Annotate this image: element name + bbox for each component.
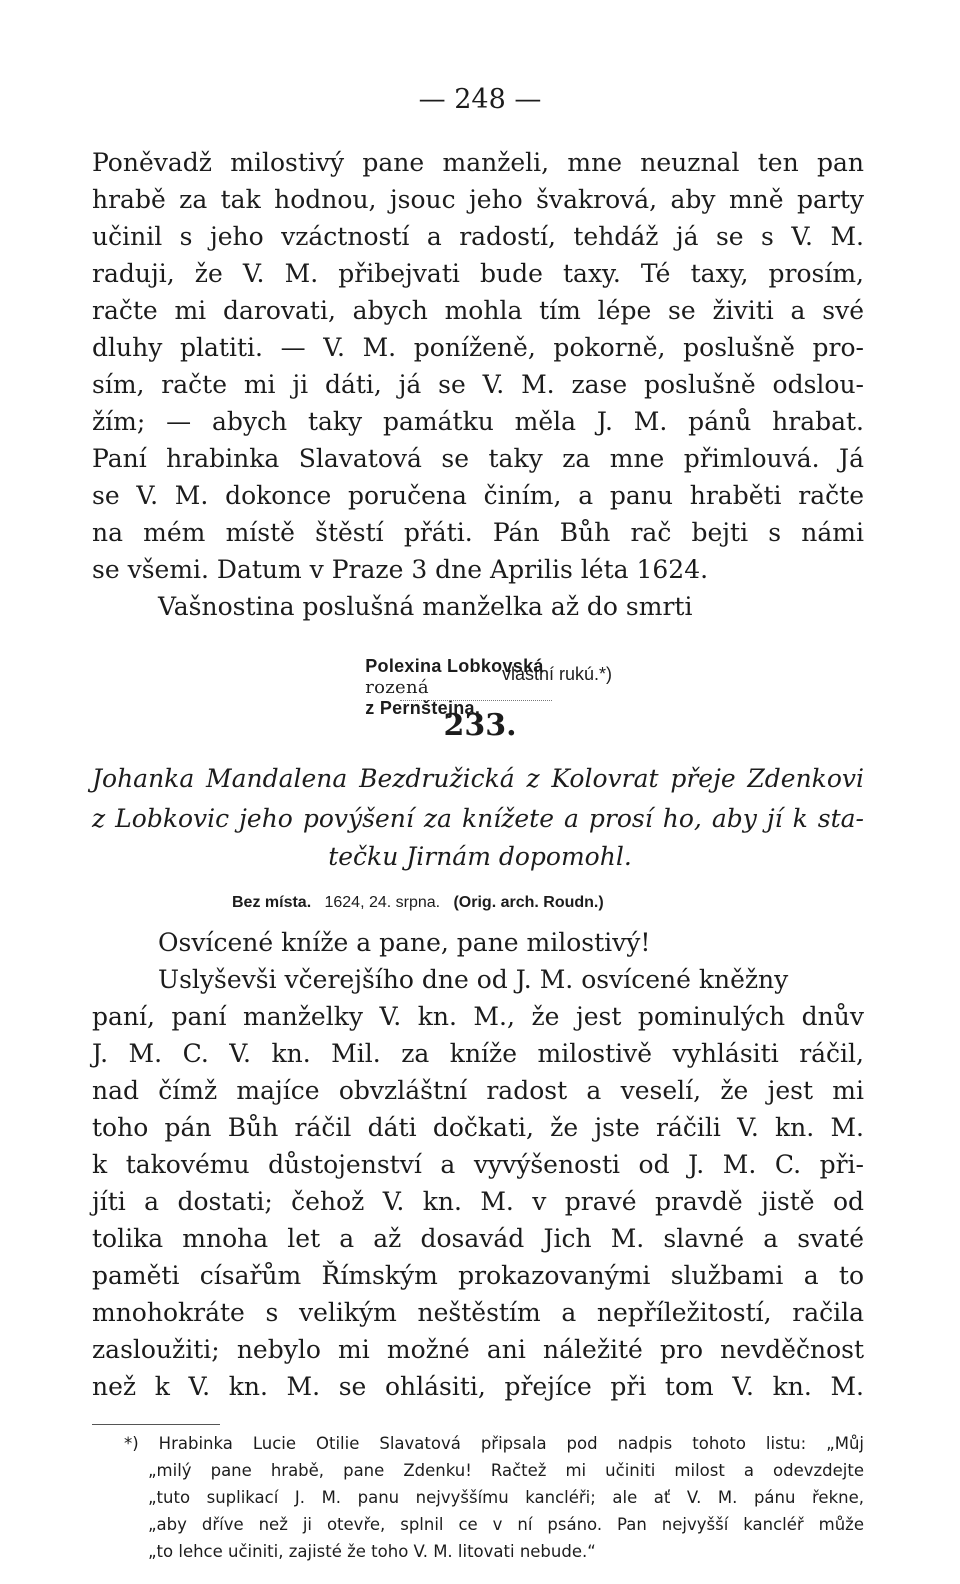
footnote-line: „aby dříve než ji otevře, splnil ce v ní psáno. Pan nejvyšší kancléř může xyxy=(148,1515,864,1534)
text-line: hrabě za tak hodnou, jsouc jeho švakrová, aby mně party xyxy=(92,185,864,214)
heading-line: Johanka Mandalena Bezdružická z Kolovrat přeje Zdenkovi xyxy=(92,764,864,793)
text-line: zasloužiti; nebylo mi možné ani náležité pro nevděčnost xyxy=(92,1335,864,1364)
footnote-line: *) Hrabinka Lucie Otilie Slavatová připsala pod nadpis tohoto listu: „Můj xyxy=(124,1434,864,1453)
footnote-line: „tuto suplikací J. M. panu nejvyššímu kancléři; ale ať V. M. pánu řekne, xyxy=(148,1488,864,1507)
signature-note: vlastní rukú.*) xyxy=(502,664,613,684)
meta-date: 1624, 24. srpna. xyxy=(324,894,441,911)
heading-line: z Lobkovic jeho povýšení za knížete a prosí ho, aby jí k sta- xyxy=(92,804,864,833)
text-line: k takovému důstojenství a vyvýšenosti od J. M. C. při- xyxy=(92,1150,864,1179)
text-line: Uslyševši včerejšího dne od J. M. osvícené kněžny xyxy=(158,965,789,994)
document-meta xyxy=(232,894,604,912)
meta-source: (Orig. arch. Roudn.) xyxy=(453,894,604,911)
text-line: učinil s jeho vzáctností a radostí, tehdáž já se s V. M. xyxy=(92,222,864,251)
text-line: dluhy platiti. — V. M. poníženě, pokorně, poslušně pro- xyxy=(92,333,864,362)
page-number: — 248 — xyxy=(418,84,542,115)
meta-place: Bez místa. xyxy=(232,894,312,911)
signature-rozena: rozená xyxy=(365,677,429,698)
text-line: nad čímž majíce obvzláštní radost a veselí, že jest mi xyxy=(92,1076,864,1105)
signature-rest: z Pernštejna, xyxy=(365,698,481,718)
text-line: Poněvadž milostivý pane manželi, mne neuznal ten pan xyxy=(92,148,864,177)
text-line: račte mi darovati, abych mohla tím lépe se živiti a své xyxy=(92,296,864,325)
text-line: toho pán Bůh ráčil dáti dočkati, že jste ráčili V. kn. M. xyxy=(92,1113,864,1142)
closing-line: Vašnostina poslušná manželka až do smrti xyxy=(158,592,693,621)
text-line: se všemi. Datum v Praze 3 dne Aprilis léta 1624. xyxy=(92,555,709,584)
text-line: raduji, že V. M. přibejvati bude taxy. Té taxy, prosím, xyxy=(92,259,864,288)
footnote-rule xyxy=(92,1424,220,1425)
text-line: paměti císařům Římským prokazovanými službami a to xyxy=(92,1261,864,1290)
text-line: sím, račte mi ji dáti, já se V. M. zase poslušně odslou- xyxy=(92,370,864,399)
heading-line: tečku Jirnám dopomohl. xyxy=(328,842,632,871)
text-line: na mém místě štěstí přáti. Pán Bůh rač bejti s námi xyxy=(92,518,864,547)
text-line: Paní hrabinka Slavatová se taky za mne přimlouvá. Já xyxy=(92,444,864,473)
text-line: jíti a dostati; čehož V. kn. M. v pravé pravdě jistě od xyxy=(92,1187,864,1216)
text-line: než k V. kn. M. se ohlásiti, přejíce při tom V. kn. M. xyxy=(92,1372,864,1401)
text-line: paní, paní manželky V. kn. M., že jest pominulých dnův xyxy=(92,1002,864,1031)
separator-rule xyxy=(400,700,552,701)
salutation: Osvícené kníže a pane, pane milostivý! xyxy=(158,928,651,957)
text-line: J. M. C. V. kn. Mil. za kníže milostivě vyhlásiti ráčil, xyxy=(92,1039,864,1068)
text-line: tolika mnoha let a až dosavád Jich M. slavné a svaté xyxy=(92,1224,864,1253)
text-line: žím; — abych taky památku měla J. M. pánů hrabat. xyxy=(92,407,864,436)
footnote-line: „milý pane hrabě, pane Zdenku! Račtež mi učiniti milost a odevzdejte xyxy=(148,1461,864,1480)
document-number: 233. xyxy=(443,708,517,743)
signature-name: Polexina Lobkovská xyxy=(365,656,544,676)
text-line: mnohokráte s velikým neštěstím a nepříležitostí, račila xyxy=(92,1298,864,1327)
footnote-line: „to lehce učiniti, zajisté že toho V. M. litovati nebude.“ xyxy=(148,1542,596,1561)
text-line: se V. M. dokonce poručena činím, a panu hraběti račte xyxy=(92,481,864,510)
